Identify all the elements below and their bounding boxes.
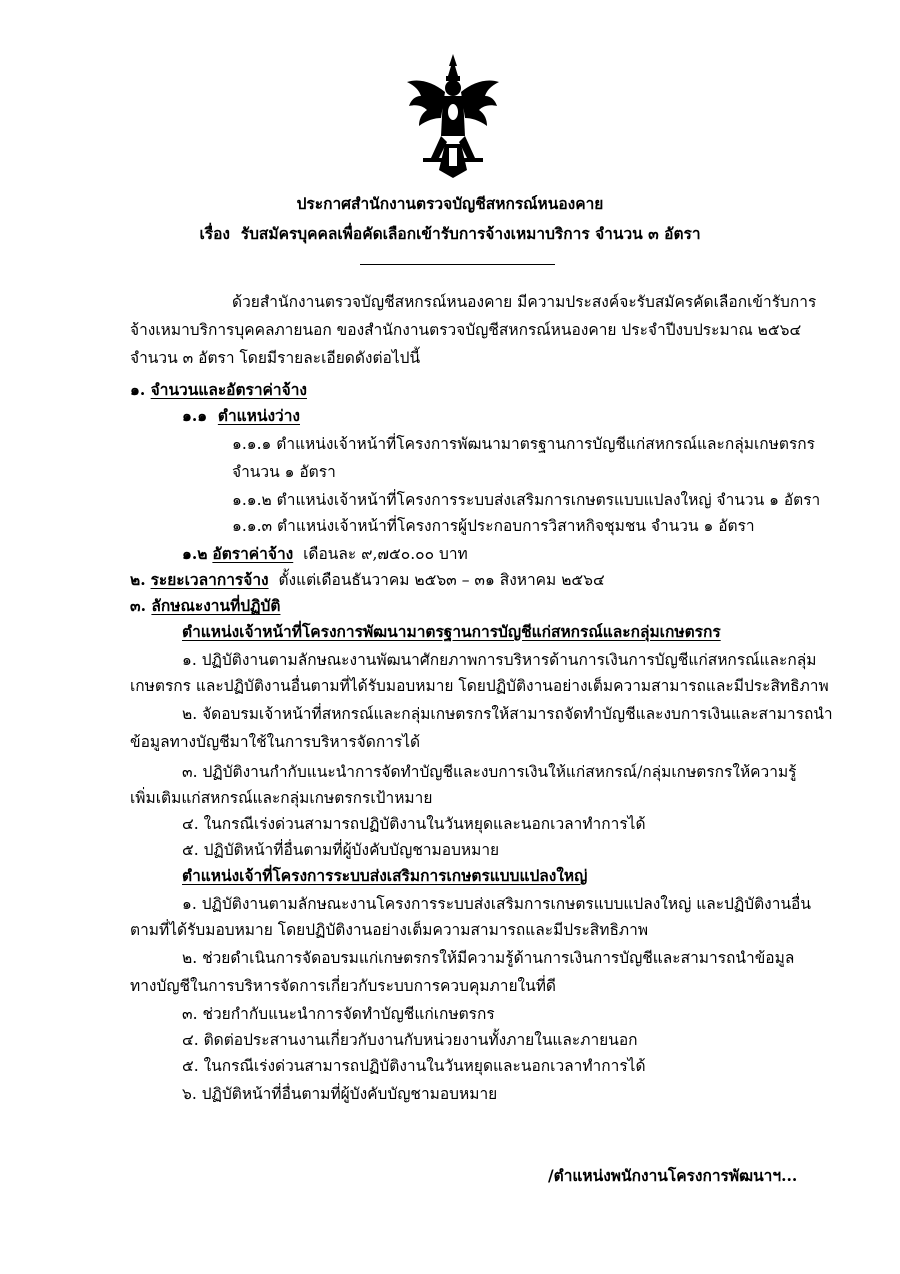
section-1-num: ๑. (130, 380, 146, 399)
continued-on-next-page: /ตำแหน่งพนักงานโครงการพัฒนาฯ... (548, 1166, 798, 1185)
duty-2-6: ๖. ปฏิบัติหน้าที่อื่นตามที่ผู้บังคับบัญชามอบหมาย (182, 1085, 498, 1103)
section-1-1-heading (182, 406, 300, 426)
duty-1-3-line-1: ๓. ปฏิบัติงานกำกับแนะนำการจัดทำบัญชีและงบการเงินให้แก่สหกรณ์/กลุ่มเกษตรกรให้ความรู้ (182, 763, 797, 781)
section-1-2-title: อัตราค่าจ้าง (212, 544, 294, 563)
position-3: ๑.๑.๓ ตำแหน่งเจ้าหน้าที่โครงการผู้ประกอบการวิสาหกิจชุมชน จำนวน ๑ อัตรา (232, 517, 755, 535)
duty-2-1-line-1: ๑. ปฏิบัติงานตามลักษณะงานโครงการระบบส่งเสริมการเกษตรแบบแปลงใหญ่ และปฏิบัติงานอื่น (182, 895, 811, 913)
wage-text: เดือนละ ๙,๗๕๐.๐๐ บาท (303, 545, 468, 563)
section-2-title: ระยะเวลาการจ้าง (150, 570, 269, 589)
duty-group-1-title: ตำแหน่งเจ้าหน้าที่โครงการพัฒนามาตรฐานการบัญชีแก่สหกรณ์และกลุ่มเกษตรกร (182, 622, 721, 641)
duty-1-2-line-1: ๒. จัดอบรมเจ้าหน้าที่สหกรณ์และกลุ่มเกษตรกรให้สามารถจัดทำบัญชีและงบการเงินและสามารถนำ (182, 705, 833, 723)
section-3-title: ลักษณะงานที่ปฏิบัติ (151, 596, 281, 615)
duty-group-2-title: ตำแหน่งเจ้าที่โครงการระบบส่งเสริมการเกษตรแบบแปลงใหญ่ (182, 866, 588, 885)
section-1-title: จำนวนและอัตราค่าจ้าง (150, 380, 307, 399)
position-2: ๑.๑.๒ ตำแหน่งเจ้าหน้าที่โครงการระบบส่งเสริมการเกษตรแบบแปลงใหญ่ จำนวน ๑ อัตรา (232, 491, 821, 509)
section-2-heading (130, 570, 605, 590)
duty-1-4: ๔. ในกรณีเร่งด่วนสามารถปฏิบัติงานในวันหยุดและนอกเวลาทำการได้ (182, 815, 646, 833)
duty-1-3-line-2: เพิ่มเติมแก่สหกรณ์และกลุ่มเกษตรกรเป้าหมาย (130, 789, 433, 807)
garuda-emblem-icon (405, 52, 501, 182)
duty-2-3: ๓. ช่วยกำกับแนะนำการจัดทำบัญชีแก่เกษตรกร (182, 1005, 495, 1023)
section-2-num: ๒. (130, 570, 146, 589)
section-1-2-num: ๑.๒ (182, 544, 208, 563)
intro-line-2: จ้างเหมาบริการบุคคลภายนอก ของสำนักงานตรวจบัญชีสหกรณ์หนองคาย ประจำปีงบประมาณ ๒๕๖๔ (130, 321, 802, 339)
section-3-num: ๓. (130, 596, 146, 615)
announcement-subject (0, 224, 900, 244)
duty-1-1-line-2: เกษตรกร และปฏิบัติงานอื่นตามที่ได้รับมอบหมาย โดยปฏิบัติงานอย่างเต็มความสามารถและมีประสิทธิภาพ (130, 677, 829, 695)
section-1-1-title: ตำแหน่งว่าง (217, 406, 300, 425)
subject-text: รับสมัครบุคคลเพื่อคัดเลือกเข้ารับการจ้างเหมาบริการ จำนวน ๓ อัตรา (240, 224, 701, 243)
section-1-heading (130, 380, 307, 400)
section-1-2-heading (182, 544, 468, 564)
subject-label: เรื่อง (199, 224, 230, 243)
duty-2-1-line-2: ตามที่ได้รับมอบหมาย โดยปฏิบัติงานอย่างเต็มความสามารถและมีประสิทธิภาพ (130, 921, 649, 939)
duty-2-5: ๕. ในกรณีเร่งด่วนสามารถปฏิบัติงานในวันหยุดและนอกเวลาทำการได้ (182, 1057, 646, 1075)
section-1-1-num: ๑.๑ (182, 406, 208, 425)
title-divider (360, 264, 555, 265)
duty-2-2-line-2: ทางบัญชีในการบริหารจัดการเกี่ยวกับระบบการควบคุมภายในที่ดี (130, 977, 556, 995)
position-1-line-2: จำนวน ๑ อัตรา (232, 463, 336, 481)
duty-1-1-line-1: ๑. ปฏิบัติงานตามลักษณะงานพัฒนาศักยภาพการบริหารด้านการเงินการบัญชีแก่สหกรณ์และกลุ่ม (182, 651, 817, 669)
section-3-heading (130, 596, 280, 616)
duty-2-2-line-1: ๒. ช่วยดำเนินการจัดอบรมแก่เกษตรกรให้มีความรู้ด้านการเงินการบัญชีและสามารถนำข้อมูล (182, 949, 795, 967)
duty-2-4: ๔. ติดต่อประสานงานเกี่ยวกับงานกับหน่วยงานทั้งภายในและภายนอก (182, 1031, 638, 1049)
intro-line-3: จำนวน ๓ อัตรา โดยมีรายละเอียดดังต่อไปนี้ (130, 349, 421, 367)
duty-1-5: ๕. ปฏิบัติหน้าที่อื่นตามที่ผู้บังคับบัญชามอบหมาย (182, 841, 500, 859)
duty-1-2-line-2: ข้อมูลทางบัญชีมาใช้ในการบริหารจัดการได้ (130, 733, 421, 751)
intro-line-1: ด้วยสำนักงานตรวจบัญชีสหกรณ์หนองคาย มีความประสงค์จะรับสมัครคัดเลือกเข้ารับการ (232, 293, 817, 311)
announcement-title: ประกาศสำนักงานตรวจบัญชีสหกรณ์หนองคาย (296, 194, 604, 213)
position-1-line-1: ๑.๑.๑ ตำแหน่งเจ้าหน้าที่โครงการพัฒนามาตรฐานการบัญชีแก่สหกรณ์และกลุ่มเกษตรกร (232, 435, 815, 453)
period-text: ตั้งแต่เดือนธันวาคม ๒๕๖๓ – ๓๑ สิงหาคม ๒๕๖๔ (278, 571, 605, 589)
